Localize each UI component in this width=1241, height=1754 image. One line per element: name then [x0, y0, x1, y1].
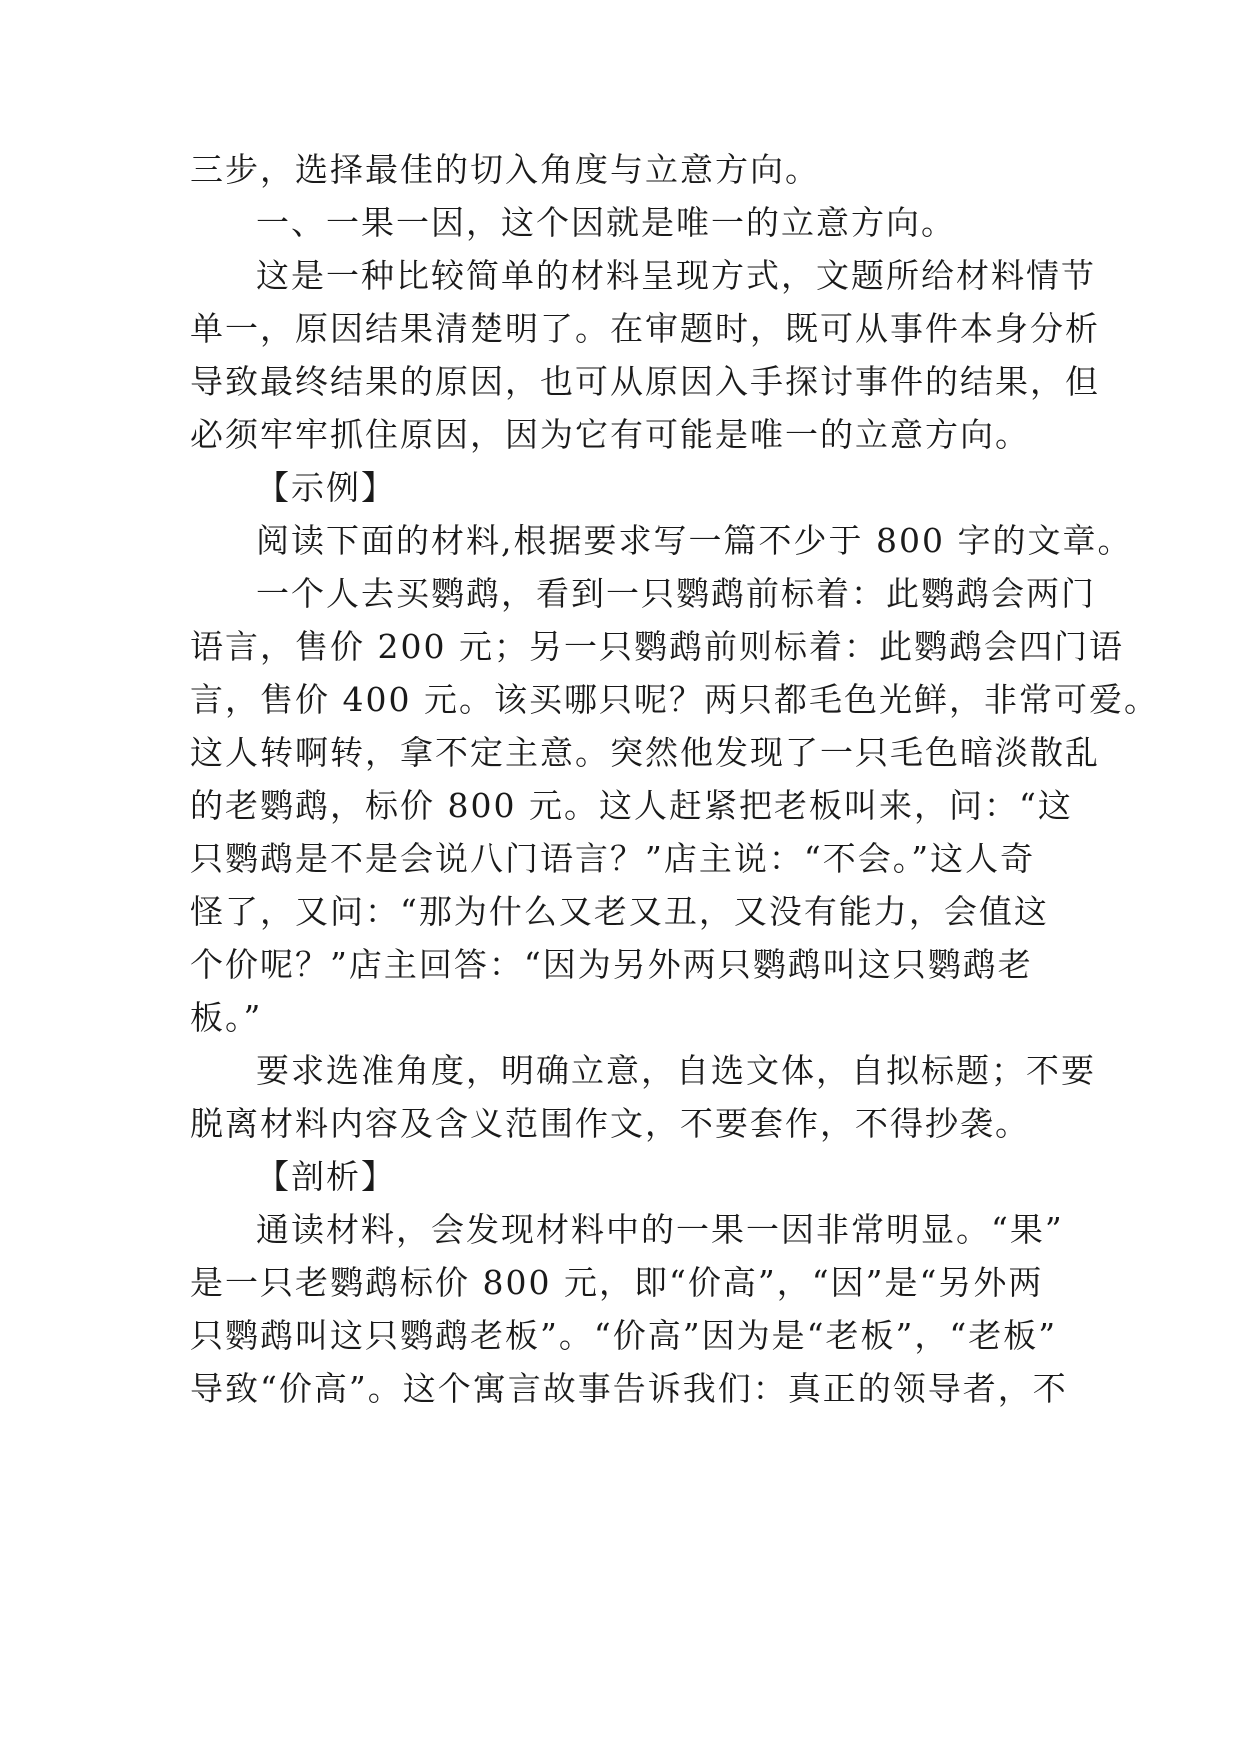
example-label: 【示例】: [256, 468, 396, 507]
text-line: 个价呢？”店主回答：“因为另外两只鹦鹉叫这只鹦鹉老: [190, 945, 1033, 984]
text-line: 单一，原因结果清楚明了。在审题时，既可从事件本身分析: [190, 309, 1100, 348]
text-line: 语言，售价 200 元；另一只鹦鹉前则标着：此鹦鹉会四门语: [190, 627, 1124, 666]
text-line: 一个人去买鹦鹉，看到一只鹦鹉前标着：此鹦鹉会两门: [256, 574, 1096, 613]
text-line: 只鹦鹉是不是会说八门语言？”店主说：“不会。”这人奇: [190, 839, 1036, 878]
text-line: 的老鹦鹉，标价 800 元。这人赶紧把老板叫来，问：“这: [190, 786, 1073, 825]
text-line: 导致“价高”。这个寓言故事告诉我们：真正的领导者，不: [190, 1369, 1068, 1408]
text-line: 三步，选择最佳的切入角度与立意方向。: [190, 150, 820, 189]
text-line: 导致最终结果的原因，也可从原因入手探讨事件的结果，但: [190, 362, 1100, 401]
text-line: 只鹦鹉叫这只鹦鹉老板”。“价高”因为是“老板”，“老板”: [190, 1316, 1058, 1355]
text-line: 要求选准角度，明确立意，自选文体，自拟标题；不要: [256, 1051, 1096, 1090]
text-line: 通读材料，会发现材料中的一果一因非常明显。“果”: [256, 1210, 1064, 1249]
text-line: 板。”: [190, 998, 263, 1037]
text-line: 必须牢牢抓住原因，因为它有可能是唯一的立意方向。: [190, 415, 1030, 454]
text-line: 言，售价 400 元。该买哪只呢？两只都毛色光鲜，非常可爱。: [190, 680, 1159, 719]
analysis-label: 【剖析】: [256, 1157, 396, 1196]
text-line: 这人转啊转，拿不定主意。突然他发现了一只毛色暗淡散乱: [190, 733, 1100, 772]
text-line: 是一只老鹦鹉标价 800 元，即“价高”，“因”是“另外两: [190, 1263, 1044, 1302]
text-line: 阅读下面的材料,根据要求写一篇不少于 800 字的文章。: [256, 521, 1133, 560]
section-heading: 一、一果一因，这个因就是唯一的立意方向。: [256, 203, 956, 242]
text-line: 这是一种比较简单的材料呈现方式，文题所给材料情节: [256, 256, 1096, 295]
text-line: 怪了，又问：“那为什么又老又丑，又没有能力，会值这: [190, 892, 1049, 931]
text-line: 脱离材料内容及含义范围作文，不要套作，不得抄袭。: [190, 1104, 1030, 1143]
